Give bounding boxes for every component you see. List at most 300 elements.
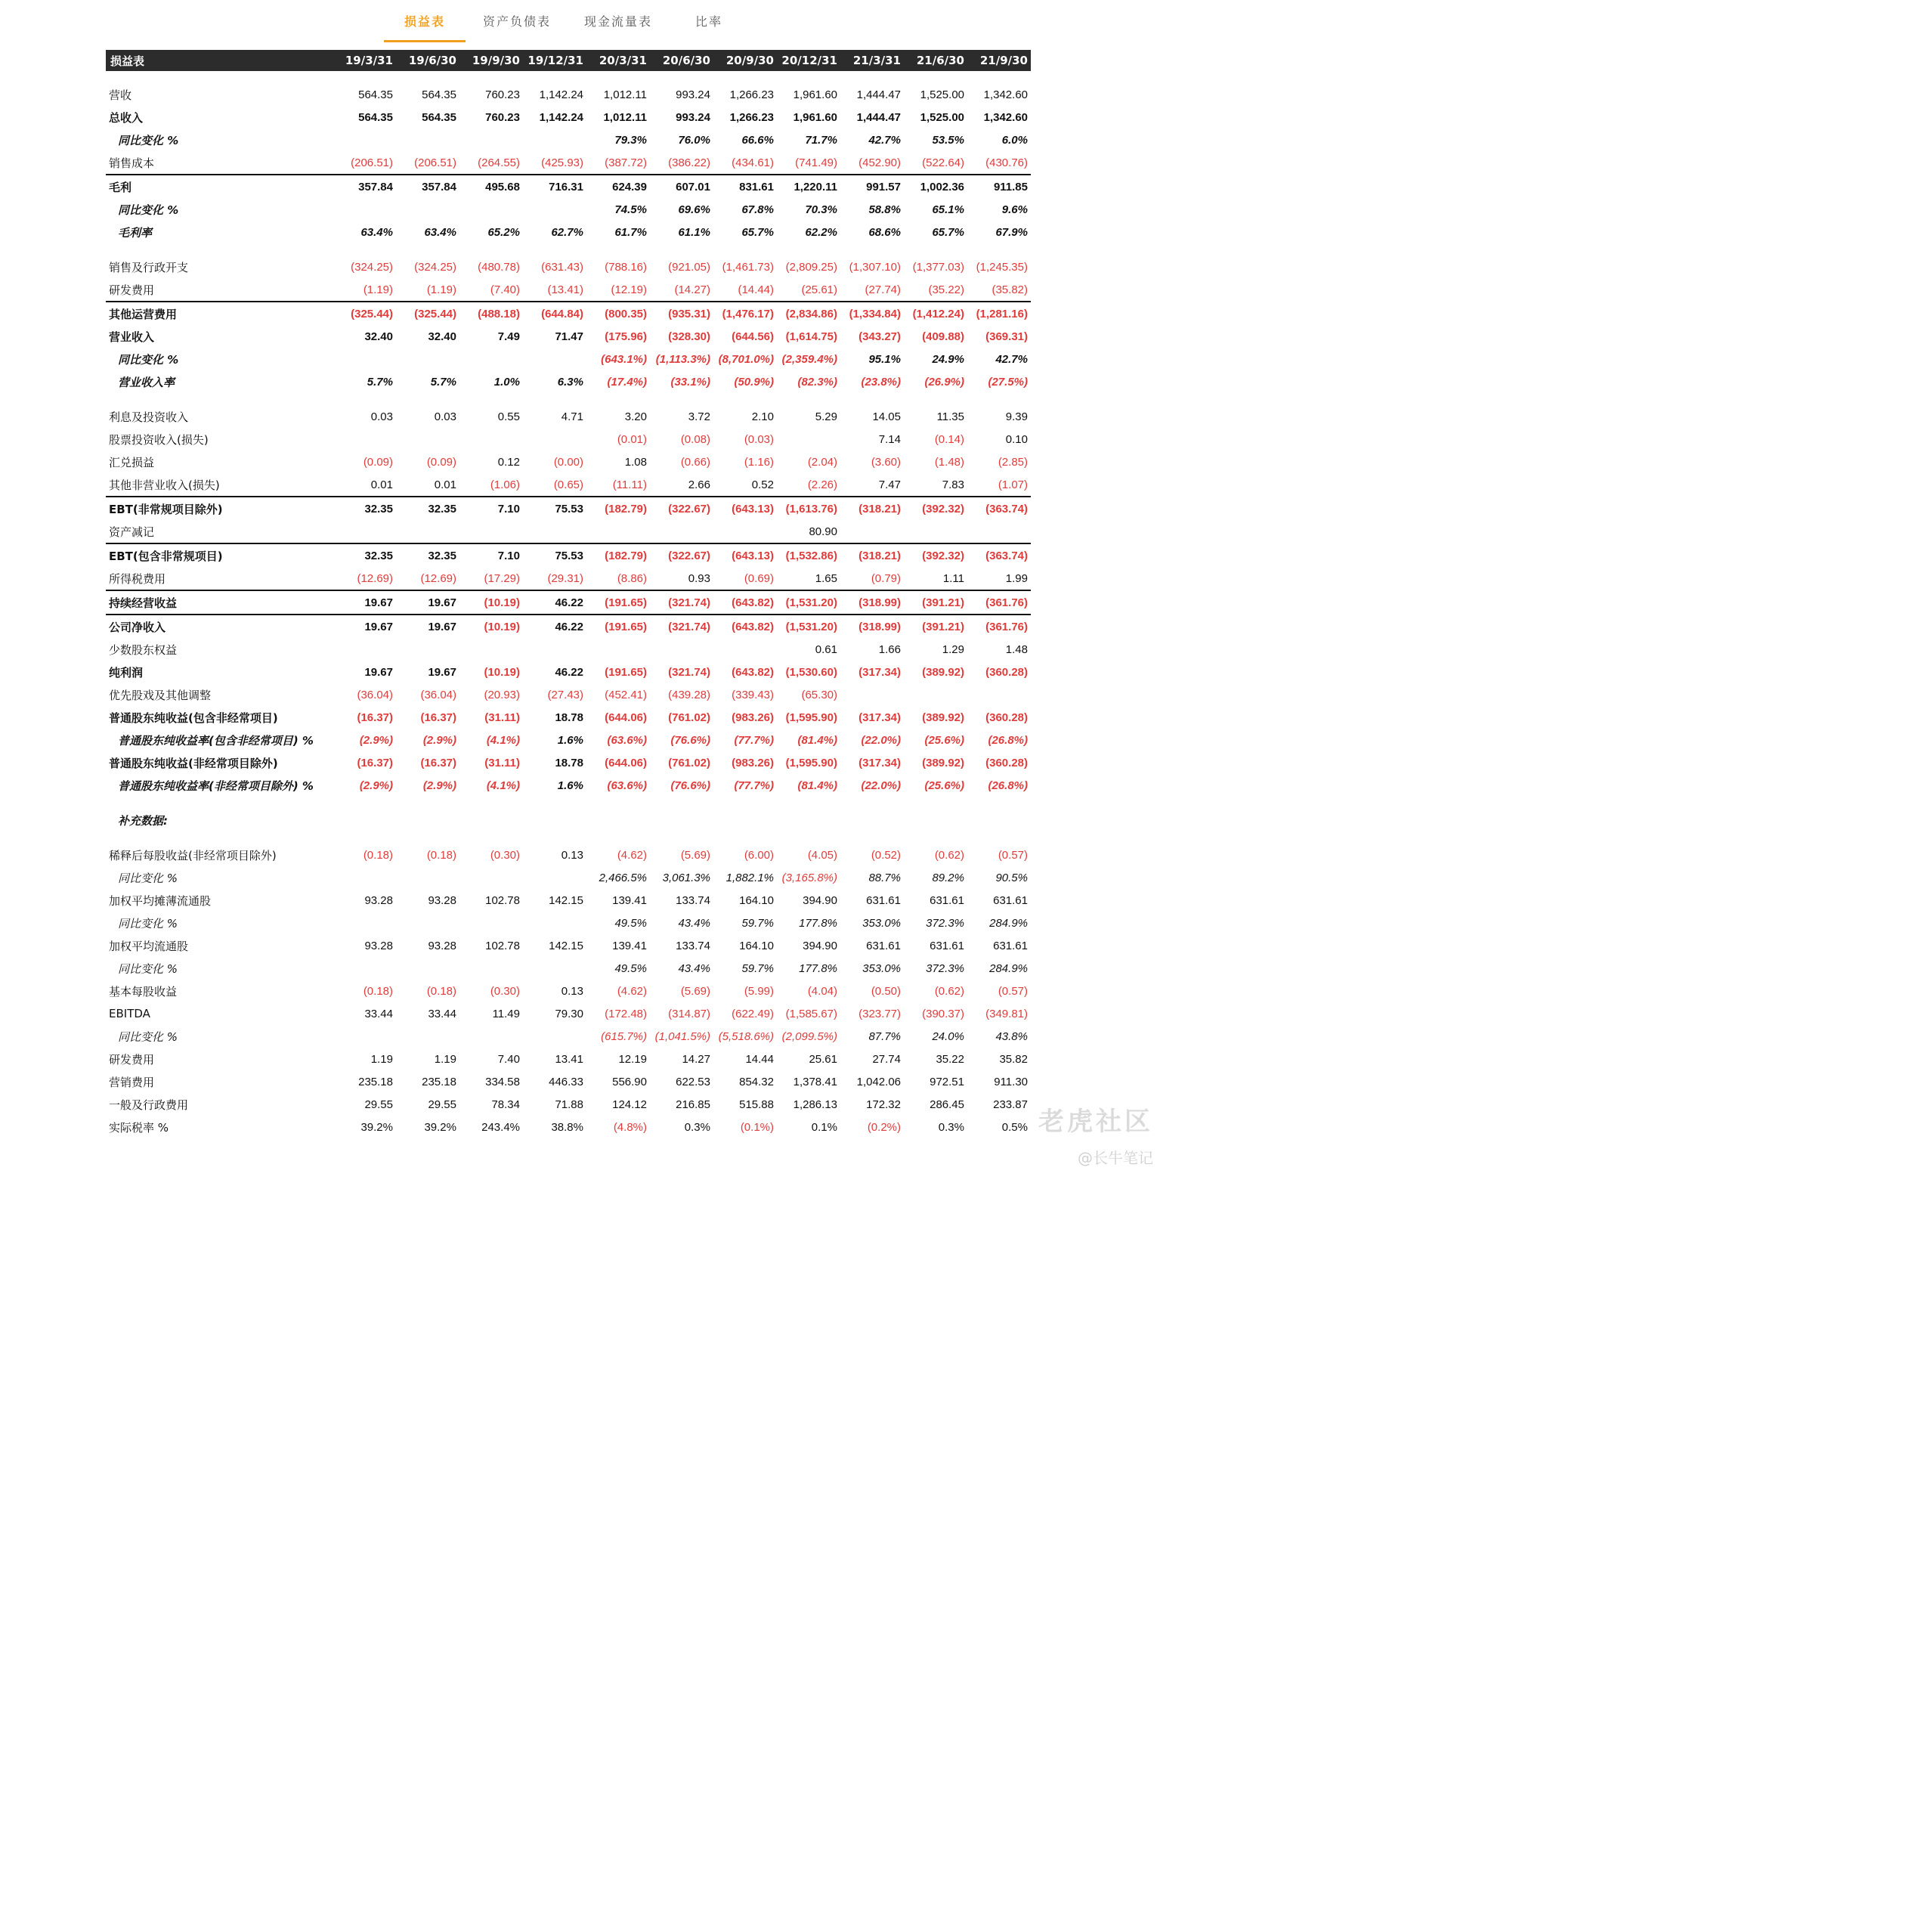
value-cell: 2.66 — [688, 478, 710, 491]
value-cell — [459, 912, 523, 934]
value-cell — [459, 809, 523, 831]
value-cell: (29.31) — [547, 571, 583, 585]
value-cell: 0.12 — [497, 455, 520, 469]
value-cell: (0.09) — [426, 455, 456, 469]
value-cell: 1,444.47 — [856, 110, 901, 124]
value-cell: (409.88) — [922, 330, 964, 343]
value-cell — [333, 809, 396, 831]
value-cell: 716.31 — [523, 175, 586, 198]
row-label: 毛利率 — [118, 225, 153, 240]
table-row — [106, 934, 1031, 957]
table-row — [106, 278, 1031, 302]
value-cell: (17.29) — [484, 571, 520, 585]
value-cell: 564.35 — [358, 88, 393, 101]
value-cell: 46.22 — [555, 665, 583, 679]
value-cell: (65.30) — [801, 688, 837, 701]
value-cell — [713, 809, 777, 831]
value-cell: 65.7% — [932, 225, 964, 239]
table-row — [106, 661, 1031, 683]
value-cell: (0.18) — [363, 848, 393, 862]
table-row — [106, 590, 1031, 615]
value-cell: 93.28 — [428, 939, 456, 952]
value-cell: 71.7% — [805, 133, 837, 147]
value-cell — [650, 520, 713, 543]
value-cell: 9.39 — [1005, 410, 1028, 423]
value-cell: 0.52 — [751, 478, 774, 491]
value-cell: (3,165.8%) — [781, 871, 837, 884]
period-header: 20/3/31 — [586, 50, 650, 71]
value-cell — [523, 520, 586, 543]
value-cell: 1,525.00 — [920, 110, 964, 124]
period-header: 20/12/31 — [777, 50, 840, 71]
value-cell: (31.11) — [484, 756, 520, 769]
value-cell: (761.02) — [668, 711, 710, 724]
value-cell: (644.06) — [605, 711, 647, 724]
value-cell: (434.61) — [732, 156, 774, 169]
row-label: 同比变化 % — [118, 1029, 178, 1044]
spacer-cell — [106, 71, 1031, 83]
value-cell: (191.65) — [586, 615, 650, 638]
value-cell: (7.40) — [490, 283, 520, 296]
table-row — [106, 774, 1031, 797]
value-cell — [523, 348, 586, 370]
value-cell: (0.18) — [426, 984, 456, 998]
value-cell: 7.10 — [459, 497, 523, 520]
value-cell: (325.44) — [333, 302, 396, 325]
value-cell: 42.7% — [868, 133, 901, 147]
value-cell: (5.69) — [680, 848, 710, 862]
row-label: 加权平均流通股 — [109, 939, 189, 953]
value-cell: 1,444.47 — [856, 88, 901, 101]
value-cell: 46.22 — [523, 615, 586, 638]
value-cell: 88.7% — [868, 871, 901, 884]
value-cell — [523, 866, 586, 889]
value-cell: 29.55 — [428, 1098, 456, 1111]
value-cell: 284.9% — [989, 916, 1028, 930]
value-cell: (1,377.03) — [912, 260, 964, 274]
value-cell — [840, 809, 904, 831]
value-cell: 32.35 — [333, 497, 396, 520]
value-cell: 4.71 — [561, 410, 583, 423]
value-cell: 43.4% — [678, 916, 710, 930]
value-cell: (12.69) — [357, 571, 393, 585]
value-cell — [333, 866, 396, 889]
value-cell: 102.78 — [485, 939, 520, 952]
value-cell: (191.65) — [586, 590, 650, 615]
value-cell: (10.19) — [459, 615, 523, 638]
value-cell — [459, 957, 523, 980]
value-cell — [459, 1025, 523, 1048]
value-cell: 65.7% — [741, 225, 774, 239]
value-cell: 515.88 — [739, 1098, 774, 1111]
row-label: 营收 — [109, 88, 132, 102]
value-cell: 19.67 — [333, 615, 396, 638]
value-cell: 43.8% — [995, 1029, 1028, 1043]
row-label: 汇兑损益 — [109, 455, 155, 469]
value-cell: 0.93 — [688, 571, 710, 585]
value-cell: 1.6% — [557, 779, 583, 792]
value-cell: 59.7% — [741, 961, 774, 975]
value-cell: 27.74 — [872, 1052, 901, 1066]
value-cell: 35.22 — [936, 1052, 964, 1066]
row-label: 其他非营业收入(损失) — [109, 478, 220, 492]
value-cell: 235.18 — [358, 1075, 393, 1088]
value-cell: 14.27 — [682, 1052, 710, 1066]
value-cell: (321.74) — [668, 665, 710, 679]
spacer-row — [106, 831, 1031, 844]
value-cell: 372.3% — [926, 916, 964, 930]
value-cell: 139.41 — [612, 939, 647, 952]
value-cell: (643.82) — [732, 665, 774, 679]
row-label: 营业收入率 — [118, 375, 175, 389]
value-cell: 631.61 — [930, 939, 964, 952]
table-row — [106, 1093, 1031, 1116]
value-cell: 1,342.60 — [983, 110, 1028, 124]
row-label: 营销费用 — [109, 1075, 155, 1089]
value-cell: 7.49 — [497, 330, 520, 343]
value-cell: 38.8% — [551, 1120, 583, 1134]
value-cell: (16.37) — [420, 756, 456, 769]
value-cell: (13.41) — [547, 283, 583, 296]
value-cell: (480.78) — [478, 260, 520, 274]
value-cell: 624.39 — [586, 175, 650, 198]
value-cell: 66.6% — [741, 133, 774, 147]
value-cell: 564.35 — [422, 88, 456, 101]
row-label: 其他运营费用 — [106, 302, 333, 325]
value-cell: (20.93) — [484, 688, 520, 701]
value-cell: (25.6%) — [924, 733, 964, 747]
value-cell: (1,334.84) — [840, 302, 904, 325]
period-header: 21/9/30 — [967, 50, 1031, 71]
value-cell: (800.35) — [586, 302, 650, 325]
value-cell: 33.44 — [428, 1007, 456, 1020]
value-cell: (324.25) — [414, 260, 456, 274]
value-cell: (0.01) — [617, 432, 647, 446]
value-cell: (2.9%) — [359, 779, 393, 792]
row-label: 普通股东纯收益(非经常项目除外) — [109, 756, 278, 770]
value-cell: 357.84 — [396, 175, 459, 198]
table-row — [106, 683, 1031, 706]
value-cell: (50.9%) — [734, 375, 774, 389]
value-cell: (983.26) — [732, 711, 774, 724]
table-row — [106, 706, 1031, 729]
value-cell: 18.78 — [555, 756, 583, 769]
value-cell: 1,042.06 — [856, 1075, 901, 1088]
value-cell: 32.40 — [428, 330, 456, 343]
value-cell: 142.15 — [549, 893, 583, 907]
value-cell: 1,961.60 — [793, 88, 837, 101]
value-cell: 7.14 — [878, 432, 901, 446]
value-cell: 43.4% — [678, 961, 710, 975]
period-header: 21/3/31 — [840, 50, 904, 71]
value-cell: (488.18) — [459, 302, 523, 325]
row-label: 研发费用 — [109, 1052, 155, 1067]
value-cell: (0.18) — [426, 848, 456, 862]
value-cell: (36.04) — [357, 688, 393, 701]
value-cell: 95.1% — [868, 352, 901, 366]
value-cell: (0.30) — [490, 984, 520, 998]
value-cell: (788.16) — [605, 260, 647, 274]
value-cell — [396, 348, 459, 370]
value-cell: (5.69) — [680, 984, 710, 998]
table-row — [106, 751, 1031, 774]
value-cell: 353.0% — [862, 916, 901, 930]
value-cell: (2.26) — [807, 478, 837, 491]
value-cell: 69.6% — [678, 203, 710, 216]
value-cell: (324.25) — [351, 260, 393, 274]
value-cell: 1.99 — [1005, 571, 1028, 585]
value-cell: (1,113.3%) — [655, 352, 710, 366]
value-cell: (1,530.60) — [785, 665, 837, 679]
value-cell: 19.67 — [333, 590, 396, 615]
value-cell — [333, 520, 396, 543]
value-cell: (386.22) — [668, 156, 710, 169]
value-cell: (323.77) — [858, 1007, 901, 1020]
value-cell: 0.13 — [561, 984, 583, 998]
value-cell: 93.28 — [364, 939, 393, 952]
value-cell: (0.00) — [553, 455, 583, 469]
value-cell: 172.32 — [866, 1098, 901, 1111]
value-cell: 24.0% — [932, 1029, 964, 1043]
value-cell: 9.6% — [1001, 203, 1028, 216]
value-cell: (983.26) — [732, 756, 774, 769]
value-cell: (360.28) — [985, 711, 1028, 724]
period-header: 19/12/31 — [523, 50, 586, 71]
spacer-row — [106, 243, 1031, 255]
value-cell: (644.56) — [732, 330, 774, 343]
value-cell: (2,834.86) — [777, 302, 840, 325]
value-cell: 87.7% — [868, 1029, 901, 1043]
value-cell: (175.96) — [605, 330, 647, 343]
value-cell: 32.35 — [396, 497, 459, 520]
value-cell: 233.87 — [993, 1098, 1028, 1111]
value-cell: (1.19) — [426, 283, 456, 296]
value-cell: 2,466.5% — [599, 871, 647, 884]
value-cell: (0.57) — [998, 984, 1028, 998]
value-cell: (63.6%) — [607, 733, 647, 747]
value-cell: 631.61 — [866, 893, 901, 907]
value-cell: (16.37) — [357, 756, 393, 769]
value-cell: (1.48) — [934, 455, 964, 469]
value-cell: 1.66 — [878, 642, 901, 656]
value-cell: 0.10 — [1005, 432, 1028, 446]
row-label: 加权平均摊薄流通股 — [109, 893, 212, 908]
value-cell: 7.47 — [878, 478, 901, 491]
value-cell: (389.92) — [922, 665, 964, 679]
value-cell: 0.03 — [434, 410, 456, 423]
value-cell: (2.04) — [807, 455, 837, 469]
value-cell: (317.34) — [858, 756, 901, 769]
table-row — [106, 889, 1031, 912]
value-cell: (4.1%) — [486, 779, 520, 792]
value-cell — [396, 957, 459, 980]
row-label: 资产减记 — [109, 525, 155, 539]
value-cell: (26.8%) — [988, 779, 1028, 792]
table-row — [106, 221, 1031, 243]
value-cell: 93.28 — [428, 893, 456, 907]
value-cell: (2.9%) — [359, 733, 393, 747]
value-cell: 1.11 — [942, 571, 964, 585]
value-cell — [333, 198, 396, 221]
value-cell — [650, 809, 713, 831]
value-cell: (0.09) — [363, 455, 393, 469]
table-row — [106, 198, 1031, 221]
value-cell: (81.4%) — [797, 779, 837, 792]
value-cell: (1,531.20) — [777, 590, 840, 615]
value-cell: (4.1%) — [486, 733, 520, 747]
value-cell: (325.44) — [396, 302, 459, 325]
value-cell: (0.66) — [680, 455, 710, 469]
section-header-row — [106, 809, 1031, 831]
value-cell: 760.23 — [485, 110, 520, 124]
value-cell: (343.27) — [858, 330, 901, 343]
table-row — [106, 1048, 1031, 1070]
period-header: 19/6/30 — [396, 50, 459, 71]
value-cell — [904, 520, 967, 543]
value-cell: 39.2% — [360, 1120, 393, 1134]
value-cell: 5.7% — [430, 375, 456, 389]
value-cell: (0.03) — [744, 432, 774, 446]
value-cell: (328.30) — [668, 330, 710, 343]
row-label: 一般及行政费用 — [109, 1098, 189, 1112]
value-cell: 63.4% — [424, 225, 456, 239]
table-row — [106, 567, 1031, 590]
value-cell: (0.79) — [871, 571, 901, 585]
value-cell: 49.5% — [614, 916, 647, 930]
tab-cash-flow[interactable]: 现金流量表 — [583, 14, 652, 29]
value-cell: (31.11) — [484, 711, 520, 724]
value-cell: (425.93) — [541, 156, 583, 169]
value-cell: 1,378.41 — [793, 1075, 837, 1088]
row-label: 研发费用 — [109, 283, 155, 297]
value-cell: 1,002.36 — [904, 175, 967, 198]
value-cell: 177.8% — [799, 961, 837, 975]
value-cell: (0.08) — [680, 432, 710, 446]
value-cell: 556.90 — [612, 1075, 647, 1088]
value-cell: (8.86) — [617, 571, 647, 585]
table-row — [106, 128, 1031, 151]
value-cell: (390.37) — [922, 1007, 964, 1020]
row-label: 同比变化 % — [118, 352, 179, 367]
value-cell: 90.5% — [995, 871, 1028, 884]
value-cell: (360.28) — [985, 665, 1028, 679]
value-cell: 89.2% — [932, 871, 964, 884]
value-cell: 124.12 — [612, 1098, 647, 1111]
value-cell: 0.01 — [370, 478, 393, 491]
value-cell: (27.5%) — [988, 375, 1028, 389]
value-cell: (318.99) — [840, 615, 904, 638]
value-cell: 1,142.24 — [539, 88, 583, 101]
value-cell: 70.3% — [805, 203, 837, 216]
table-row — [106, 370, 1031, 393]
value-cell — [333, 912, 396, 934]
table-row — [106, 844, 1031, 866]
value-cell — [333, 957, 396, 980]
spacer-cell — [106, 393, 1031, 405]
tab-income-statement[interactable]: 损益表 — [404, 14, 445, 29]
value-cell: (761.02) — [668, 756, 710, 769]
table-row — [106, 497, 1031, 520]
value-cell — [459, 520, 523, 543]
row-label: 销售及行政开支 — [109, 260, 189, 274]
value-cell: (4.62) — [617, 848, 647, 862]
value-cell: 3.72 — [688, 410, 710, 423]
value-cell — [333, 348, 396, 370]
value-cell: 831.61 — [713, 175, 777, 198]
value-cell: (77.7%) — [734, 779, 774, 792]
value-cell — [333, 638, 396, 661]
value-cell: (643.13) — [713, 497, 777, 520]
value-cell: 32.40 — [364, 330, 393, 343]
table-row — [106, 1002, 1031, 1025]
row-label: 利息及投资收入 — [109, 410, 189, 424]
value-cell: 61.1% — [678, 225, 710, 239]
value-cell: 142.15 — [549, 939, 583, 952]
table-row — [106, 912, 1031, 934]
table-row — [106, 302, 1031, 325]
value-cell: (1,595.90) — [785, 756, 837, 769]
value-cell: (23.8%) — [861, 375, 901, 389]
value-cell: 495.68 — [459, 175, 523, 198]
value-cell — [459, 428, 523, 450]
value-cell: (1.06) — [490, 478, 520, 491]
value-cell: (0.50) — [871, 984, 901, 998]
value-cell: 1,961.60 — [793, 110, 837, 124]
value-cell: (1,532.86) — [777, 543, 840, 567]
row-label: 同比变化 % — [118, 203, 179, 217]
value-cell: 0.03 — [370, 410, 393, 423]
table-row — [106, 1116, 1031, 1138]
row-label: 营业收入 — [109, 330, 155, 344]
value-cell: (615.7%) — [601, 1029, 647, 1043]
value-cell — [459, 866, 523, 889]
value-cell: (452.41) — [605, 688, 647, 701]
tab-balance-sheet[interactable]: 资产负债表 — [482, 14, 551, 29]
value-cell: (644.06) — [605, 756, 647, 769]
value-cell: 3,061.3% — [662, 871, 710, 884]
value-cell: 1,220.11 — [777, 175, 840, 198]
tab-ratios[interactable]: 比率 — [695, 14, 722, 29]
value-cell: 1.0% — [493, 375, 520, 389]
value-cell: 235.18 — [422, 1075, 456, 1088]
table-row — [106, 1070, 1031, 1093]
value-cell — [777, 809, 840, 831]
value-cell: (10.19) — [484, 665, 520, 679]
value-cell: (0.2%) — [867, 1120, 901, 1134]
value-cell: 357.84 — [333, 175, 396, 198]
value-cell — [396, 912, 459, 934]
value-cell: (349.81) — [985, 1007, 1028, 1020]
value-cell: (25.61) — [801, 283, 837, 296]
period-header: 20/9/30 — [713, 50, 777, 71]
row-label: 少数股东权益 — [109, 642, 178, 657]
value-cell: 14.05 — [872, 410, 901, 423]
value-cell: (631.43) — [541, 260, 583, 274]
spacer-row — [106, 71, 1031, 83]
value-cell: (12.19) — [611, 283, 647, 296]
value-cell: 62.7% — [551, 225, 583, 239]
value-cell: (318.99) — [840, 590, 904, 615]
value-cell: 71.88 — [555, 1098, 583, 1111]
value-cell — [459, 128, 523, 151]
value-cell: 65.2% — [487, 225, 520, 239]
value-cell: (1,531.20) — [777, 615, 840, 638]
row-label: 股票投资收入(损失) — [109, 432, 209, 447]
value-cell: (369.31) — [985, 330, 1028, 343]
value-cell: 67.9% — [995, 225, 1028, 239]
value-cell: 71.47 — [555, 330, 583, 343]
table-row — [106, 83, 1031, 106]
